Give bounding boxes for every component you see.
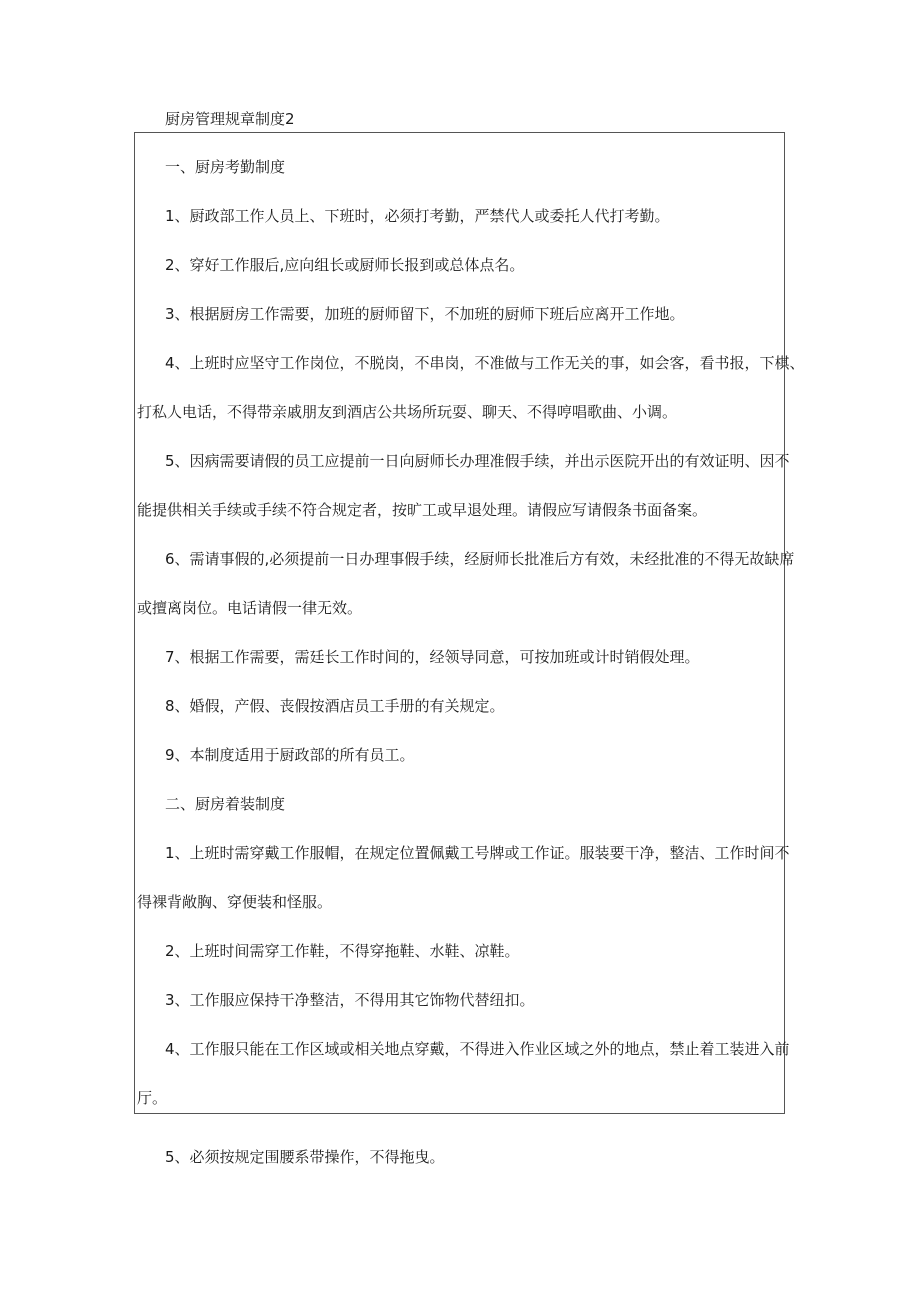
paragraph-line: 或擅离岗位。电话请假一律无效。	[137, 599, 363, 617]
content-frame	[134, 132, 785, 1114]
paragraph-line: 2、穿好工作服后,应向组长或厨师长报到或总体点名。	[165, 256, 525, 274]
paragraph-line: 3、工作服应保持干净整洁，不得用其它饰物代替纽扣。	[165, 991, 535, 1009]
paragraph-line: 5、必须按规定围腰系带操作，不得拖曳。	[165, 1148, 445, 1166]
paragraph-line: 4、上班时应坚守工作岗位，不脱岗，不串岗，不准做与工作无关的事，如会客，看书报，下棋、	[165, 354, 805, 372]
paragraph-line: 5、因病需要请假的员工应提前一日向厨师长办理准假手续，并出示医院开出的有效证明、因不	[165, 452, 790, 470]
paragraph-line: 2、上班时间需穿工作鞋，不得穿拖鞋、水鞋、凉鞋。	[165, 942, 520, 960]
paragraph-line: 能提供相关手续或手续不符合规定者，按旷工或早退处理。请假应写请假条书面备案。	[137, 501, 708, 519]
paragraph-line: 厅。	[137, 1089, 168, 1107]
paragraph-line: 3、根据厨房工作需要，加班的厨师留下，不加班的厨师下班后应离开工作地。	[165, 305, 685, 323]
paragraph-line: 打私人电话，不得带亲戚朋友到酒店公共场所玩耍、聊天、不得哼唱歌曲、小调。	[137, 403, 678, 421]
paragraph-line: 1、上班时需穿戴工作服帽，在规定位置佩戴工号牌或工作证。服装要干净，整洁、工作时间不	[165, 844, 790, 862]
paragraph-line: 7、根据工作需要，需廷长工作时间的，经领导同意，可按加班或计时销假处理。	[165, 648, 700, 666]
section-heading-attendance: 一、厨房考勤制度	[165, 158, 286, 176]
paragraph-line: 4、工作服只能在工作区域或相关地点穿戴，不得进入作业区域之外的地点，禁止着工装进入前	[165, 1040, 790, 1058]
paragraph-line: 6、需请事假的,必须提前一日办理事假手续，经厨师长批准后方有效，未经批准的不得无故缺席	[165, 550, 795, 568]
paragraph-line: 1、厨政部工作人员上、下班时，必须打考勤，严禁代人或委托人代打考勤。	[165, 207, 670, 225]
section-heading-dress-code: 二、厨房着装制度	[165, 795, 286, 813]
paragraph-line: 9、本制度适用于厨政部的所有员工。	[165, 746, 415, 764]
paragraph-line: 8、婚假，产假、丧假按酒店员工手册的有关规定。	[165, 697, 505, 715]
paragraph-line: 得裸背敞胸、穿便装和怪服。	[137, 893, 333, 911]
document-title: 厨房管理规章制度2	[165, 110, 295, 128]
